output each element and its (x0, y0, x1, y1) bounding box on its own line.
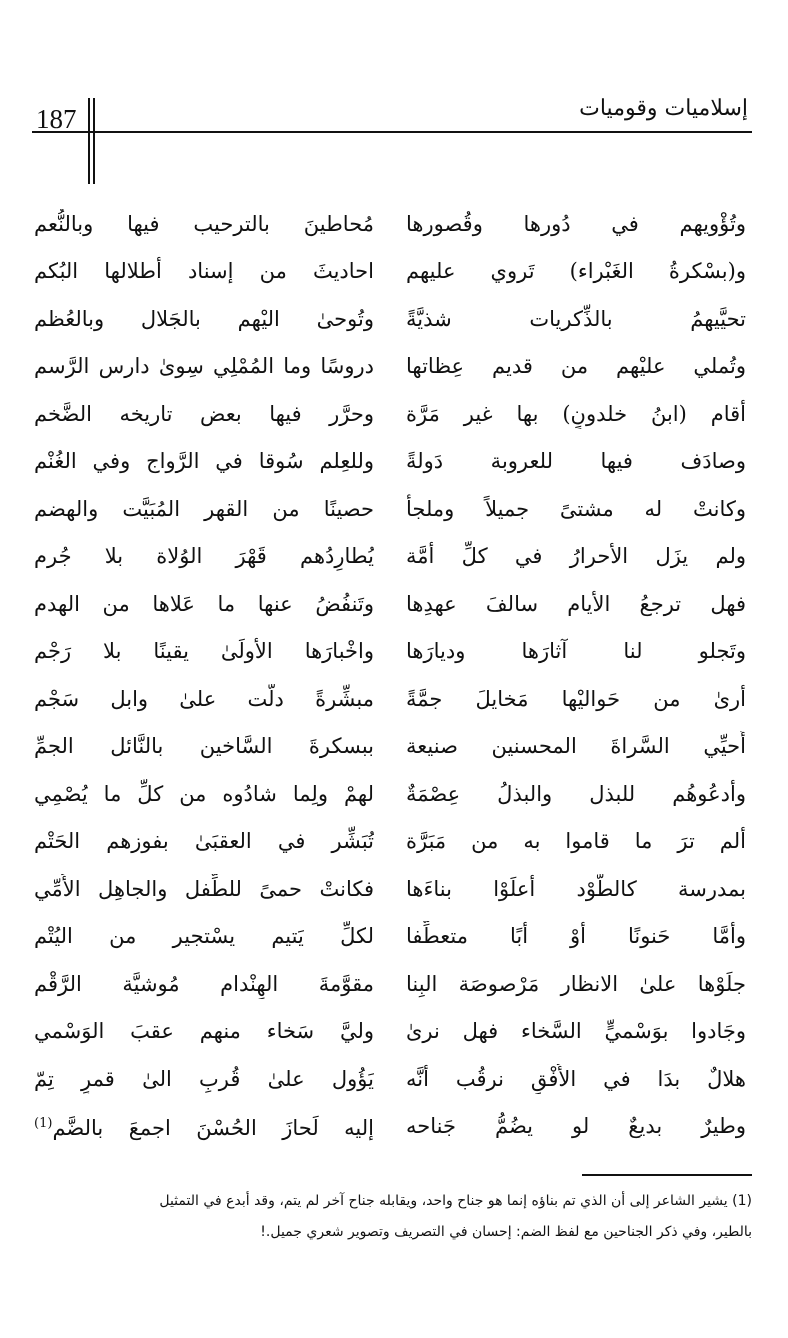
verse-second-hemistich-text: حصينًا من القهر المُبَيَّت والهضم (34, 496, 374, 521)
verse-second-hemistich (30, 541, 374, 571)
verse-second-hemistich (30, 446, 374, 476)
verse (30, 723, 750, 771)
verse-second-hemistich-text: مقوَّمةَ الهِنْدام مُوشيَّة الرَّقْم (34, 971, 374, 996)
header-vertical-rule (88, 98, 90, 184)
header-vertical-rule (93, 98, 95, 184)
verse (30, 533, 750, 581)
verse-second-hemistich-text: وتَنفُضُ عنها ما عَلاها من الهدم (34, 591, 374, 616)
header-rule (32, 131, 752, 133)
verse (30, 295, 750, 343)
verse-second-hemistich (30, 399, 374, 429)
verse (30, 1055, 750, 1103)
verse-second-hemistich (30, 304, 374, 334)
verse-second-hemistich (30, 494, 374, 524)
verse-first-hemistich: ولم يزَل الأحرارُ في كلِّ أمَّة (406, 544, 746, 569)
verse-second-hemistich (30, 826, 374, 856)
verse-second-hemistich-text: وحرَّر فيها بعض تاريخه الضَّخم (34, 401, 374, 426)
verse-first-hemistich: وتَجلو لنا آثارَها وديارَها (406, 639, 746, 664)
verse-second-hemistich (30, 1064, 374, 1094)
verse-first-hemistich: ألم ترَ ما قاموا به من مَبَرَّة (406, 829, 746, 854)
verse-second-hemistich-text: احاديثَ من إسناد أطلالها البُكم (34, 259, 374, 284)
verse-first-hemistich: جلَوْها علىٰ الانظار مَرْصوصَة البِنا (406, 971, 746, 996)
verse-second-hemistich-text: مبشِّرةً دلَّت علىٰ وابل سَجْم (34, 686, 374, 711)
verse-second-hemistich (30, 256, 374, 286)
verse (30, 865, 750, 913)
verse-second-hemistich-text: مُحاطينَ بالترحيب فيها وبالنُّعم (34, 211, 374, 236)
verse-second-hemistich (30, 684, 374, 714)
verse (30, 675, 750, 723)
verse-first-hemistich: تحيَّيهمُ بالذِّكريات شذيَّةً (406, 306, 746, 331)
verse-first-hemistich: أرىٰ من حَواليْها مَخايلَ جمَّةً (406, 686, 746, 711)
verse-first-hemistich: و(بسْكرةُ الغَبْراء) تَروي عليهم (406, 259, 746, 284)
verse-second-hemistich (30, 921, 374, 951)
verse (30, 913, 750, 961)
verse-second-hemistich-text: وللعِلم سُوقا في الرَّواج وفي الغُنْم (34, 449, 374, 474)
verse-second-hemistich (30, 969, 374, 999)
verse-first-hemistich: أقام (ابنُ خلدونٍ) بها غير مَرَّة (406, 401, 746, 426)
footnote-line: (1) يشير الشاعر إلى أن الذي تم بناؤه إنما هو جناح واحد، ويقابله جناح آخر لم يتم، وقد أبدع في التمثيل (159, 1193, 752, 1209)
verse-second-hemistich-text: واخْبارَها الأولَىٰ يقينًا بلا رَجْم (34, 639, 374, 664)
verse-second-hemistich (30, 1016, 374, 1046)
verse-first-hemistich: وجَادوا بوَسْميٍّ السَّخاء فهل نرىٰ (406, 1019, 746, 1044)
verse-first-hemistich: بمدرسة كالطَّوْد أعلَوْا بناءَها (406, 876, 746, 901)
verse-second-hemistich (30, 1109, 374, 1143)
verse-second-hemistich-text: وليَّ سَخاء منهم عقبَ الوَسْمي (34, 1019, 374, 1044)
verse (30, 960, 750, 1008)
verse-first-hemistich: وتُؤْويهم في دُورها وقُصورها (406, 211, 746, 236)
verse-first-hemistich: وصادَف فيها للعروبة دَولةً (406, 449, 746, 474)
verse (30, 1008, 750, 1056)
footnotes (30, 1186, 752, 1248)
verse-second-hemistich (30, 209, 374, 239)
verse (30, 770, 750, 818)
footnote-rule (582, 1174, 752, 1176)
verse-first-hemistich: وتُملي عليْهم من قديم عِظاتها (406, 354, 746, 379)
verse-second-hemistich-text: وتُوحىٰ اليْهم بالجَلال وبالعُظم (34, 306, 374, 331)
verse-second-hemistich-text: إليه لَحازَ الحُسْنَ اجمعَ بالضَّم (52, 1116, 374, 1141)
verse (30, 1103, 750, 1151)
verse (30, 343, 750, 391)
running-title: إسلاميات وقوميات (579, 96, 748, 121)
verse-first-hemistich: هلالٌ بدَا في الأُفْقِ نرقُب أنَّه (406, 1066, 746, 1091)
verse-first-hemistich: فهل ترجعُ الأيام سالفَ عهدِها (406, 591, 746, 616)
verse (30, 390, 750, 438)
verse (30, 580, 750, 628)
verse (30, 485, 750, 533)
verse-second-hemistich (30, 589, 374, 619)
verse-second-hemistich (30, 874, 374, 904)
verse-second-hemistich-text: دروسًا وما المُمْلِي سِوىٰ دارس الرَّسم (34, 354, 374, 379)
verse-second-hemistich-text: ببسكرةَ السَّاخين بالنَّائل الجمِّ (34, 734, 374, 759)
page-number: 187 (36, 104, 77, 134)
page-header (0, 0, 788, 140)
verse-second-hemistich-text: لكلِّ يَتيم يسْتجير من اليُتْم (34, 924, 374, 949)
verse (30, 438, 750, 486)
verse-second-hemistich-text: فكانتْ حمىً للطِّفل والجاهِل الأُمِّي (34, 876, 374, 901)
verse (30, 628, 750, 676)
footnote-marker: (1) (34, 1116, 53, 1132)
verse-first-hemistich: أُحيِّي السَّراةَ المحسنين صنيعة (406, 734, 746, 759)
poem (30, 200, 750, 1150)
verse (30, 818, 750, 866)
verse-second-hemistich (30, 731, 374, 761)
verse-second-hemistich-text: يُطارِدُهم قَهْرَ الوُلاة بلا جُرم (34, 544, 374, 569)
verse-second-hemistich-text: لهمْ ولِما شادُوه من كلِّ ما يُصْمِي (34, 781, 374, 806)
verse (30, 248, 750, 296)
verse-first-hemistich: وأدعُوهُم للبذل والبذلُ عِصْمَةٌ (406, 781, 746, 806)
footnote-line: بالطير، وفي ذكر الجناحين مع لفظ الضم: إحسان في التصريف وتصوير شعري جميل.! (260, 1224, 752, 1240)
verse-second-hemistich (30, 636, 374, 666)
verse-second-hemistich (30, 779, 374, 809)
verse (30, 200, 750, 248)
verse-first-hemistich: وطيرٌ بديعٌ لو يضُمُّ جَناحه (406, 1114, 746, 1139)
verse-first-hemistich: وأمَّا حَنونًا أوْ أبًا متعطِّفا (406, 924, 746, 949)
verse-first-hemistich: وكانتْ له مشتىً جميلاً وملجأ (406, 496, 746, 521)
verse-second-hemistich-text: يَؤُول علىٰ قُربِ الىٰ قمرٍ تِمّ (34, 1066, 374, 1091)
verse-second-hemistich (30, 351, 374, 381)
verse-second-hemistich-text: تُبَشِّر في العقبَىٰ بفوزهم الحَتْم (34, 829, 374, 854)
